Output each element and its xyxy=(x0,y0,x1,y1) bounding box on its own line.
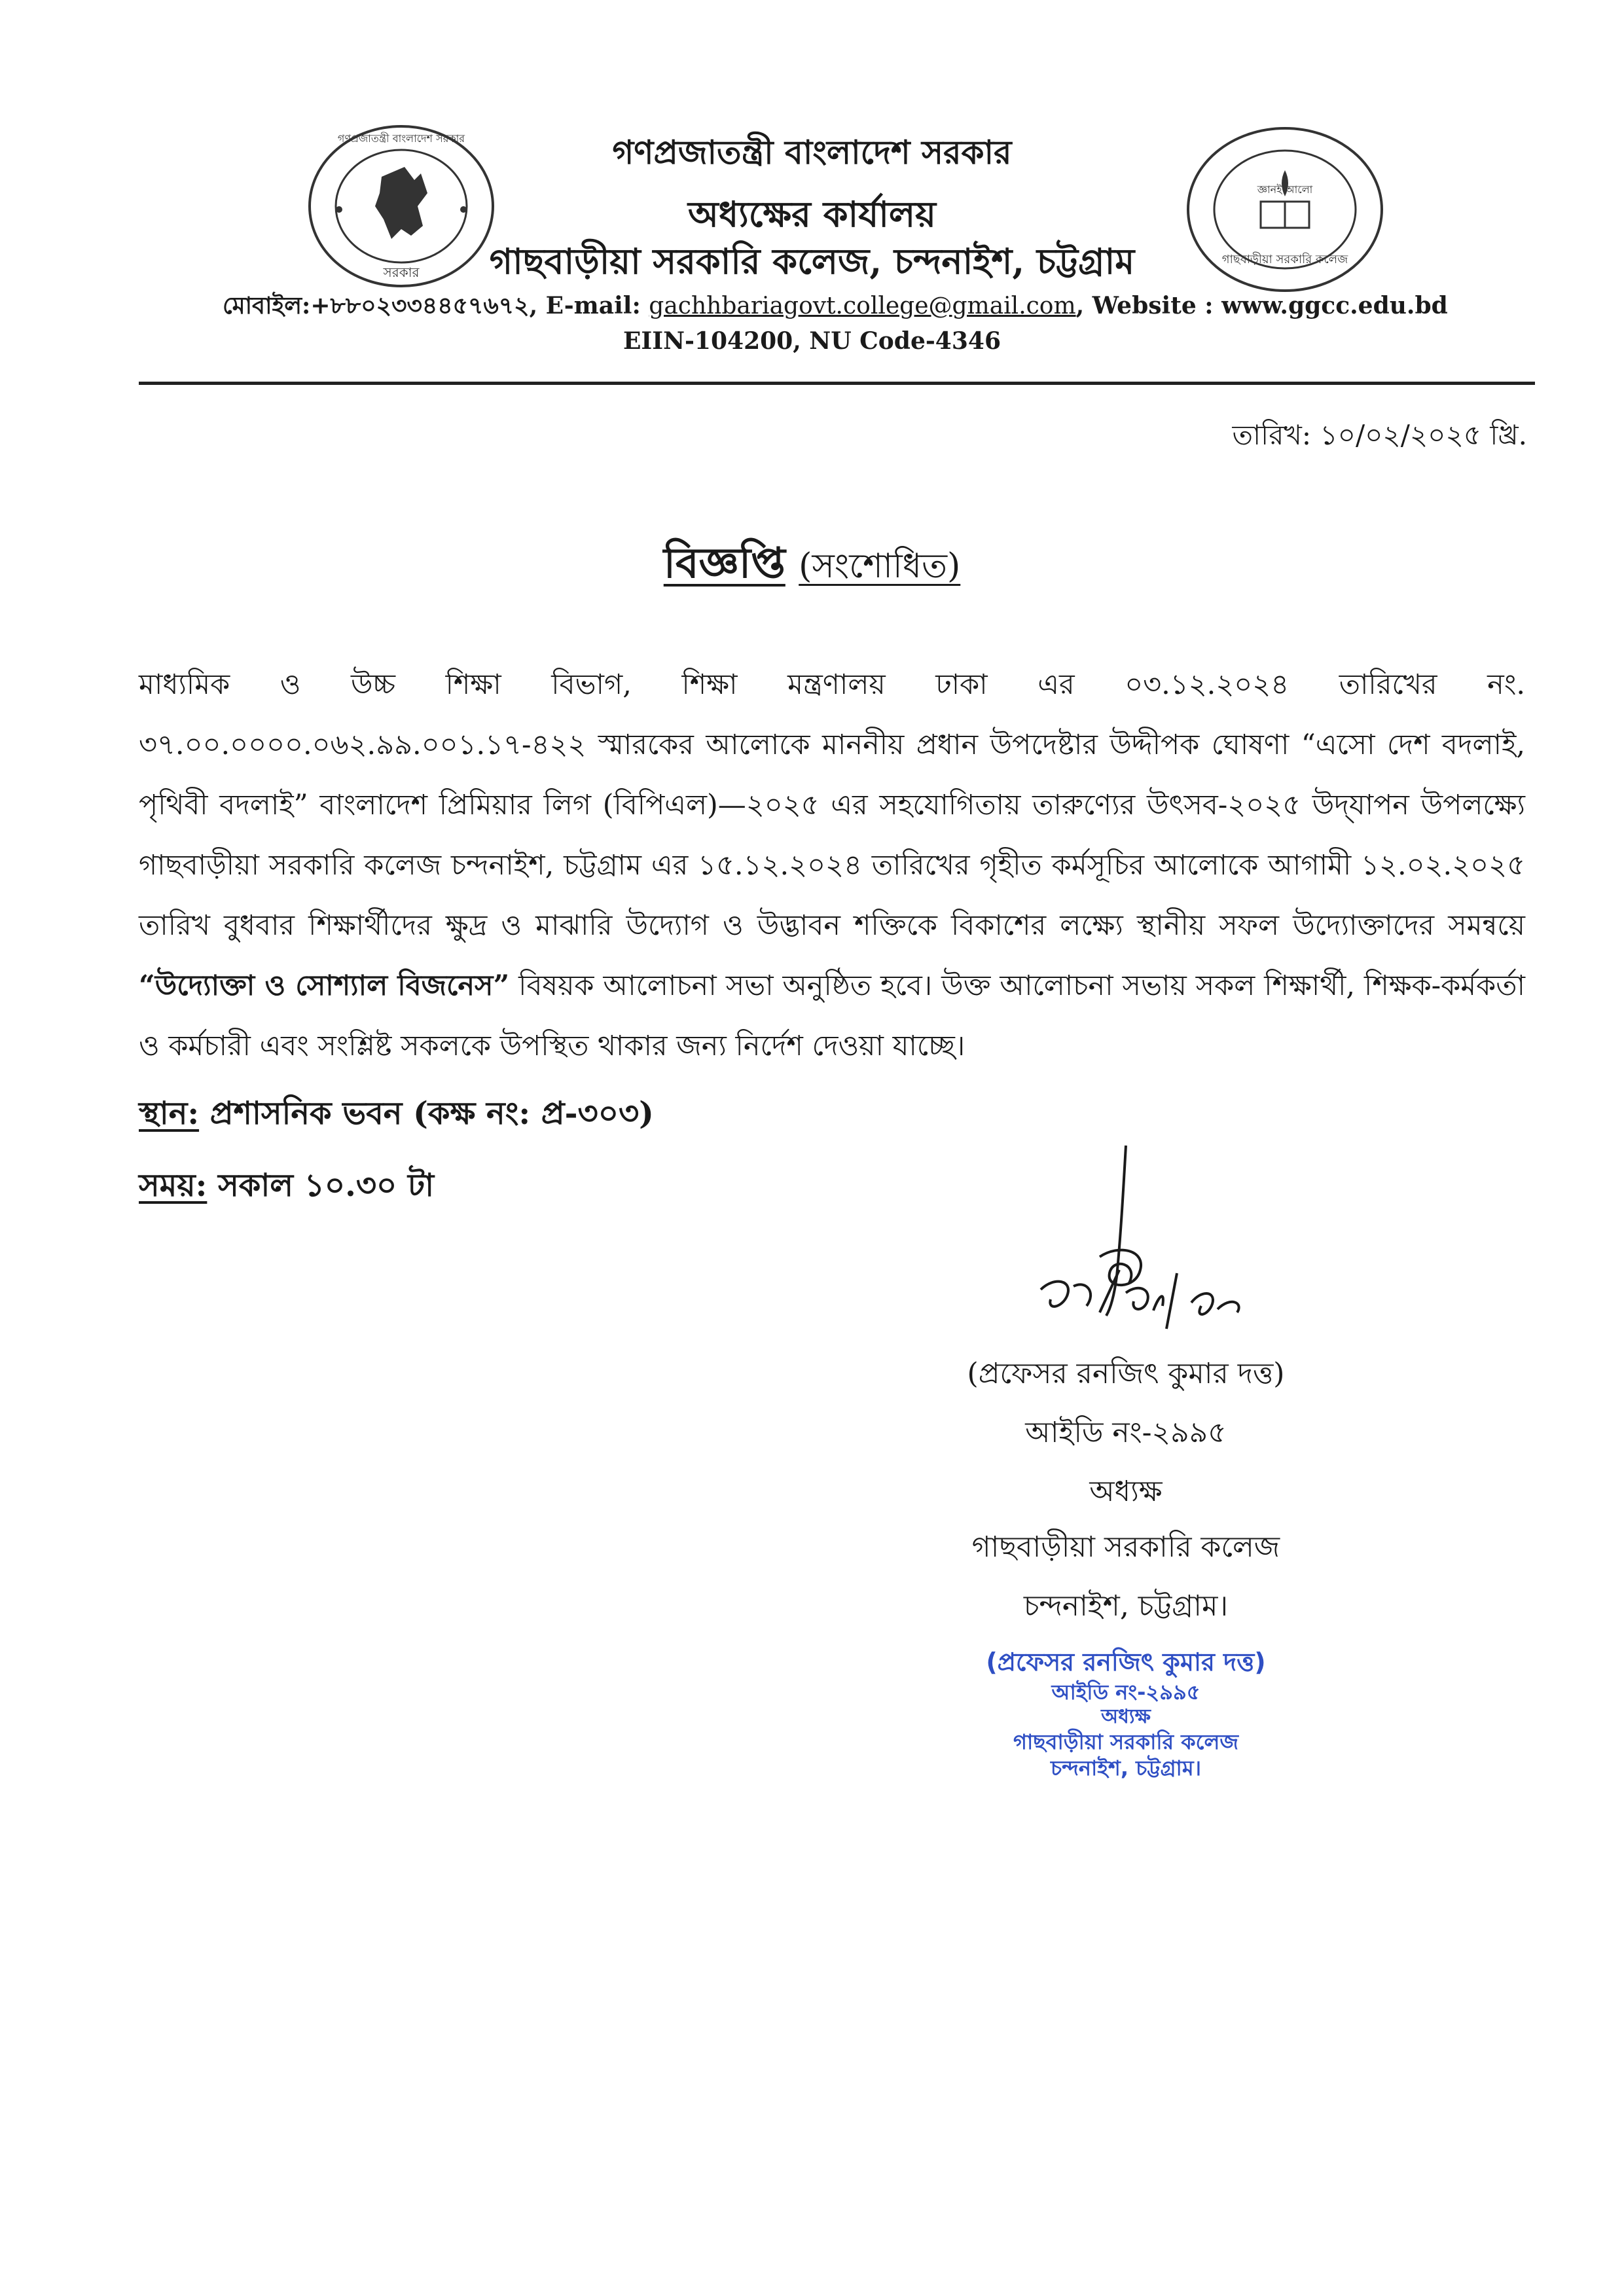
mobile-text: মোবাইল:+৮৮০২৩৩৪৪৫৭৬৭২, E-mail: xyxy=(223,292,641,319)
notice-body xyxy=(139,655,1525,1076)
signer-id: আইডি নং-২৯৯৫ xyxy=(1025,1416,1227,1449)
handwritten-signature xyxy=(969,1139,1309,1355)
letterhead-college: গাছবাড়ীয়া সরকারি কলেজ, চন্দনাইশ, চট্টগ্রাম xyxy=(489,240,1135,282)
notice-body-topic: “উদ্যোক্তা ও সোশ্যাল বিজনেস” xyxy=(139,969,510,1002)
signer-designation: অধ্যক্ষ xyxy=(1089,1475,1163,1508)
stamp-location: চন্দনাইশ, চট্টগ্রাম। xyxy=(1050,1756,1202,1780)
venue-label: স্থান: xyxy=(139,1095,200,1132)
letterhead-government: গণপ্রজাতন্ত্রী বাংলাদেশ সরকার xyxy=(612,133,1012,172)
notice-title xyxy=(0,532,1624,602)
venue-line xyxy=(139,1090,654,1142)
stamp-designation: অধ্যক্ষ xyxy=(1101,1705,1151,1728)
header-divider xyxy=(139,382,1535,385)
stamp-name: (প্রফেসর রনজিৎ কুমার দত্ত) xyxy=(986,1648,1266,1676)
venue-value: প্রশাসনিক ভবন (কক্ষ নং: প্র-৩০৩) xyxy=(209,1095,654,1132)
left-seal-bottom-text: সরকার xyxy=(383,264,420,280)
notice-body-part1: মাধ্যমিক ও উচ্চ শিক্ষা বিভাগ, শিক্ষা মন্ত্রণালয় ঢাকা এর ০৩.১২.২০২৪ তারিখের নং. ৩৭.০০.০০০০.০৬২.৯৯.০০১.১৭-৪২২ স্মারকের আলোকে মাননীয় প্রধান উপদেষ্টার উদ্দীপক ঘোষণা “এসো দেশ বদলাই, পৃথিবী বদলাই” বাংলাদেশ প্রিমিয়ার লিগ (বিপিএল)—২০২৫ এর সহযোগিতায় তারুণ্যের উৎসব-২০২৫ উদ্‌যাপন উপলক্ষ্যে গাছবাড়ীয়া সরকারি কলেজ চন্দনাইশ, চট্টগ্রাম এর ১৫.১২.২০২৪ তারিখের গৃহীত কর্মসূচির আলোকে আগামী ১২.০২.২০২৫ তারিখ বুধবার শিক্ষার্থীদের ক্ষুদ্র ও মাঝারি উদ্যোগ ও উদ্ভাবন শক্তিকে বিকাশের লক্ষ্যে স্থানীয় সফল উদ্যোক্তাদের সমন্বয়ে xyxy=(139,668,1525,942)
website-text: , Website : www.ggcc.edu.bd xyxy=(1075,292,1448,319)
time-line xyxy=(139,1162,434,1214)
notice-date: তারিখ: ১০/০২/২০২৫ খ্রি. xyxy=(1232,419,1527,451)
signer-location: চন্দনাইশ, চট্টগ্রাম। xyxy=(1023,1589,1229,1623)
letterhead-office: অধ্যক্ষের কার্যালয় xyxy=(688,193,936,235)
notice-title-main: বিজ্ঞপ্তি xyxy=(663,539,785,588)
time-value: সকাল ১০.৩০ টা xyxy=(218,1167,435,1204)
stamp-college: গাছবাড়ীয়া সরকারি কলেজ xyxy=(1013,1729,1239,1754)
right-seal-motto: জ্ঞানই আলো xyxy=(1257,183,1313,196)
contact-line xyxy=(223,288,1453,327)
stamp-id: আইডি নং-২৯৯৫ xyxy=(1051,1680,1200,1705)
signer-college: গাছবাড়ীয়া সরকারি কলেজ xyxy=(971,1530,1280,1564)
time-label: সময়: xyxy=(139,1167,208,1204)
notice-body-part2: বিষয়ক আলোচনা সভা অনুষ্ঠিত হবে। উক্ত আলোচনা সভায় সকল শিক্ষার্থী, শিক্ষক-কর্মকর্তা ও কর্মচারী এবং সংশ্লিষ্ট সকলকে উপস্থিত থাকার জন্য নির্দেশ দেওয়া যাচ্ছে। xyxy=(139,969,1525,1062)
eiin-code: EIIN-104200, NU Code-4346 xyxy=(623,327,1001,355)
signer-name: (প্রফেসর রনজিৎ কুমার দত্ত) xyxy=(967,1357,1285,1390)
right-seal-text: গাছবাড়ীয়া সরকারি কলেজ xyxy=(1221,253,1348,266)
email-link[interactable]: gachhbariagovt.college@gmail.com xyxy=(649,293,1076,319)
notice-title-sub: (সংশোধিত) xyxy=(799,547,961,586)
left-seal-top-text: গণপ্রজাতন্ত্রী বাংলাদেশ সরকার xyxy=(337,132,465,145)
